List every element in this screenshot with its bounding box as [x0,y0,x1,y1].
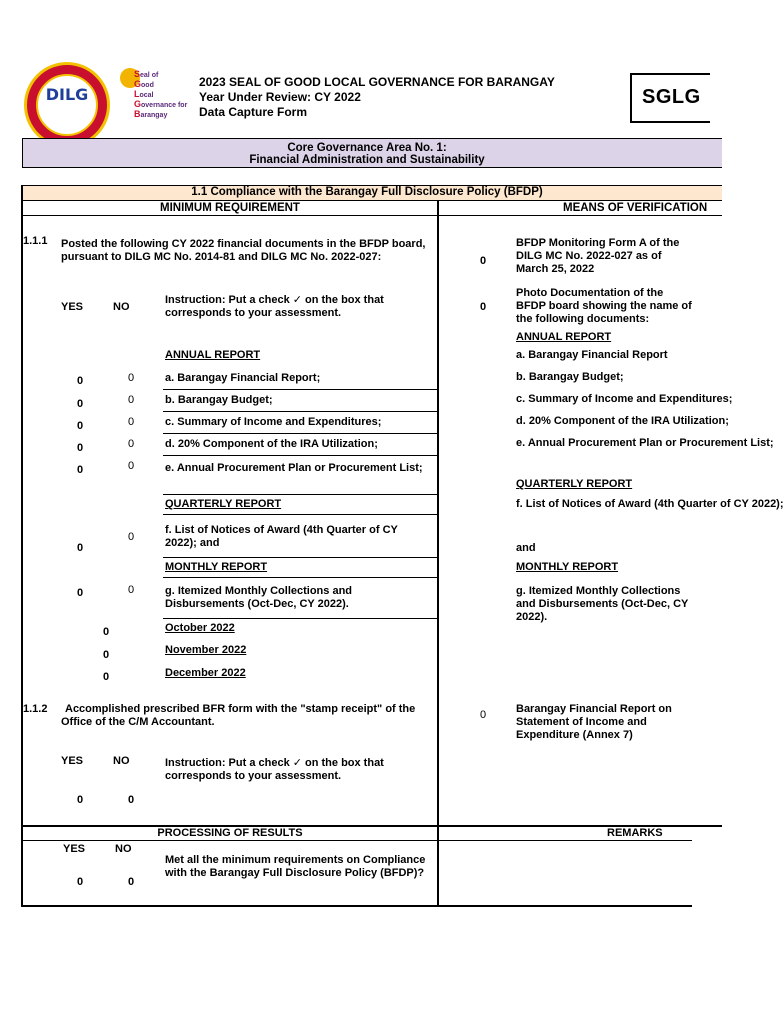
month-value[interactable]: 0 [103,649,110,661]
item-label: d. 20% Component of the IRA Utilization; [165,438,378,450]
yes-header: YES [61,755,84,767]
processing-no-value[interactable]: 0 [128,876,135,888]
item-label: c. Summary of Income and Expenditures; [165,416,382,428]
mov-quarterly-item: f. List of Notices of Award (4th Quarter of CY 2022); [516,498,784,510]
core-area-number: Core Governance Area No. 1: [287,142,447,154]
indicator-title: 1.1 Compliance with the Barangay Full Disclosure Policy (BFDP) [191,186,543,198]
req-1-1-1-number: 1.1.1 [23,235,48,247]
instruction-text: Instruction: Put a check ✓ on the box that corresponds to your assessment. [165,757,384,782]
mov-value[interactable]: 0 [480,709,487,721]
yes-header: YES [61,301,84,313]
item-no-value[interactable]: 0 [128,372,135,384]
req-1-1-2-yes-value[interactable]: 0 [77,794,84,806]
item-label: b. Barangay Budget; [165,394,273,406]
req-1-1-1-text: Posted the following CY 2022 financial documents in the BFDP board, pursuant to DILG MC No. 2014-81 and DILG MC No. 2022-027: [61,238,426,263]
month-label: December 2022 [165,667,246,679]
annual-report-heading: ANNUAL REPORT [165,349,261,361]
quarterly-report-heading: QUARTERLY REPORT [165,498,282,510]
mov-annual-item: b. Barangay Budget; [516,371,624,383]
dilg-seal-logo [24,62,110,148]
frame-left [21,185,23,907]
sglg-badge-text: SGLG [642,86,701,108]
mov-value[interactable]: 0 [480,255,487,267]
req-1-1-2-text: Accomplished prescribed BFR form with the "stamp receipt" of the Office of the C/M Accountant. [61,703,416,728]
processing-yes-value[interactable]: 0 [77,876,84,888]
mov-annual-heading: ANNUAL REPORT [516,331,612,343]
mov-value[interactable]: 0 [480,301,487,313]
no-header: NO [115,843,132,855]
item-no-value[interactable]: 0 [128,438,135,450]
sglg-logo-line: overnance for [141,102,188,109]
yes-header: YES [63,843,86,855]
mov-annual-item: d. 20% Component of the IRA Utilization; [516,415,729,427]
item-label: a. Barangay Financial Report; [165,372,321,384]
item-yes-value[interactable]: 0 [77,398,84,410]
mov-annual-item: c. Summary of Income and Expenditures; [516,393,733,405]
sglg-logo-line: ocal [139,92,154,99]
item-yes-value[interactable]: 0 [77,420,84,432]
sglg-badge [630,73,710,123]
req-1-1-2-number: 1.1.2 [23,703,48,715]
item-yes-value[interactable]: 0 [77,442,84,454]
item-label: f. List of Notices of Award (4th Quarter of CY 2022); and [165,524,398,549]
item-label: e. Annual Procurement Plan or Procurement List; [165,462,423,474]
sglg-logo-line: ood [141,82,154,89]
req-1-1-2-no-value[interactable]: 0 [128,794,135,806]
item-yes-value[interactable]: 0 [77,464,84,476]
mov-bfr-annex: Barangay Financial Report on Statement of Income and Expenditure (Annex 7) [516,703,672,741]
form-header [199,75,555,120]
item-no-value[interactable]: 0 [128,531,135,543]
mov-monthly-item: g. Itemized Monthly Collections and Disbursements (Oct-Dec, CY 2022). [516,585,689,623]
item-no-value[interactable]: 0 [128,460,135,472]
monthly-report-heading: MONTHLY REPORT [165,561,268,573]
month-label: November 2022 [165,644,247,656]
mov-annual-item: a. Barangay Financial Report [516,349,668,361]
processing-of-results-heading: PROCESSING OF RESULTS [157,827,303,839]
item-no-value[interactable]: 0 [128,394,135,406]
month-value[interactable]: 0 [103,626,110,638]
item-no-value[interactable]: 0 [128,416,135,428]
mov-annual-item: e. Annual Procurement Plan or Procurement List; [516,437,774,449]
item-no-value[interactable]: 0 [128,584,135,596]
mov-monthly-heading: MONTHLY REPORT [516,561,619,573]
header-form-name: Data Capture Form [199,105,308,119]
remarks-heading: REMARKS [607,827,663,839]
item-yes-value[interactable]: 0 [77,587,84,599]
month-label: October 2022 [165,622,235,634]
header-title: 2023 SEAL OF GOOD LOCAL GOVERNANCE FOR BARANGAY [199,75,555,89]
mov-monitoring-form: BFDP Monitoring Form A of the DILG MC No. 2022-027 as of March 25, 2022 [516,237,680,275]
col-header-means-of-verification: MEANS OF VERIFICATION [563,202,708,214]
frame-middle [437,200,439,907]
no-header: NO [113,755,130,767]
core-area-title [22,142,712,166]
mov-photo-documentation: Photo Documentation of the BFDP board showing the name of the following documents: [516,287,692,325]
dilg-logo-text: DILG [45,85,89,104]
instruction-text: Instruction: Put a check ✓ on the box that corresponds to your assessment. [165,294,384,319]
header-year: Year Under Review: CY 2022 [199,90,361,104]
item-yes-value[interactable]: 0 [77,375,84,387]
sglg-logo-line: arangay [140,112,168,119]
processing-question: Met all the minimum requirements on Compliance with the Barangay Full Disclosure Policy (BFDP)? [165,854,426,879]
item-yes-value[interactable]: 0 [77,542,84,554]
mov-and-text: and [516,542,536,554]
col-header-minimum-requirement: MINIMUM REQUIREMENT [160,202,300,214]
sglg-logo: Seal of Good Local Governance for Barangay [120,66,190,126]
sglg-logo-line: eal of [140,72,159,79]
no-header: NO [113,301,130,313]
core-area-name: Financial Administration and Sustainability [249,154,485,166]
item-label: g. Itemized Monthly Collections and Disbursements (Oct-Dec, CY 2022). [165,585,353,610]
mov-quarterly-heading: QUARTERLY REPORT [516,478,633,490]
month-value[interactable]: 0 [103,671,110,683]
